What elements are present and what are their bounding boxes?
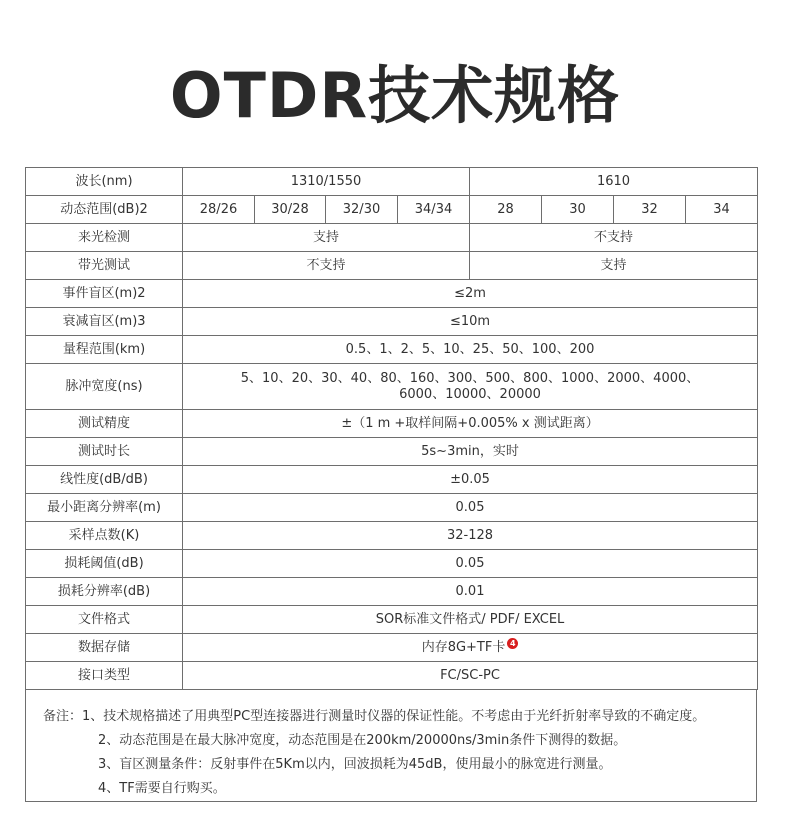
row-label: 测试时长 [26,438,183,466]
table-row [26,466,758,494]
row-label: 带光测试 [26,252,183,280]
table-row [26,308,758,336]
note-line-2 [26,729,626,748]
table-row [26,550,758,578]
table-row [26,168,758,196]
table-row [26,634,758,662]
cell-value: 1310/1550 [183,168,470,196]
cell-value [183,634,758,662]
table-row [26,336,758,364]
cell-value: FC/SC-PC [183,662,758,690]
table-row [26,494,758,522]
cell-value: ±0.05 [183,466,758,494]
row-label: 最小距离分辨率(m) [26,494,183,522]
note-line-3 [26,753,611,772]
cell-value: 30/28 [255,196,326,224]
cell-value: 0.05 [183,494,758,522]
table-row [26,224,758,252]
cell-value: 0.5、1、2、5、10、25、50、100、200 [183,336,758,364]
footnote-badge: 4 [507,638,518,649]
row-label: 来光检测 [26,224,183,252]
cell-value: ≤10m [183,308,758,336]
note-text: 2、动态范围是在最大脉冲宽度，动态范围是在200km/20000ns/3min条件下测得的数据。 [98,733,627,748]
notes-prefix: 备注： [42,709,82,724]
cell-value: 30 [542,196,614,224]
cell-value: 不支持 [470,224,758,252]
cell-value: 0.05 [183,550,758,578]
row-label: 衰减盲区(m)3 [26,308,183,336]
table-row [26,438,758,466]
table-row [26,662,758,690]
note-text: 4、TF需要自行购买。 [98,781,226,796]
cell-value: 支持 [183,224,470,252]
table-row [26,578,758,606]
table-row [26,364,758,410]
cell-value: SOR标准文件格式/ PDF/ EXCEL [183,606,758,634]
cell-value: 34 [686,196,758,224]
pulse-width-line-2: 6000、10000、20000 [399,386,541,402]
note-line-4 [26,777,226,796]
cell-value: 32 [614,196,686,224]
cell-value [183,364,758,410]
page-title: OTDR技术规格 [169,59,621,132]
cell-value: 5s~3min，实时 [183,438,758,466]
note-text: 1、技术规格描述了用典型PC型连接器进行测量时仪器的保证性能。不考虑由于光纤折射率导致的不确定度。 [82,709,706,724]
row-label: 动态范围(dB)2 [26,196,183,224]
pulse-width-line-1: 5、10、20、30、40、80、160、300、500、800、1000、2000、4000、 [240,370,700,386]
table-row [26,196,758,224]
cell-value: 32/30 [326,196,398,224]
cell-value: 不支持 [183,252,470,280]
cell-value: 32-128 [183,522,758,550]
note-text: 3、盲区测量条件：反射事件在5Km以内，回波损耗为45dB，使用最小的脉宽进行测量。 [98,757,612,772]
cell-value: 28 [470,196,542,224]
row-label: 脉冲宽度(ns) [26,364,183,410]
row-label: 采样点数(K) [26,522,183,550]
note-line-1 [26,705,705,724]
row-label: 损耗分辨率(dB) [26,578,183,606]
notes-box [25,690,757,802]
row-label: 接口类型 [26,662,183,690]
row-label: 事件盲区(m)2 [26,280,183,308]
cell-value: ±（1 m +取样间隔+0.005% x 测试距离） [183,410,758,438]
row-label: 数据存储 [26,634,183,662]
row-label: 线性度(dB/dB) [26,466,183,494]
storage-value: 内存8G+TF卡 [421,639,506,655]
table-row [26,522,758,550]
row-label: 波长(nm) [26,168,183,196]
cell-value: 28/26 [183,196,255,224]
cell-value: 支持 [470,252,758,280]
table-row [26,606,758,634]
row-label: 文件格式 [26,606,183,634]
row-label: 损耗阈值(dB) [26,550,183,578]
cell-value: 34/34 [398,196,470,224]
cell-value: 1610 [470,168,758,196]
row-label: 量程范围(km) [26,336,183,364]
spec-table [25,167,758,690]
row-label: 测试精度 [26,410,183,438]
table-row [26,410,758,438]
cell-value: ≤2m [183,280,758,308]
table-row [26,280,758,308]
table-row [26,252,758,280]
cell-value: 0.01 [183,578,758,606]
